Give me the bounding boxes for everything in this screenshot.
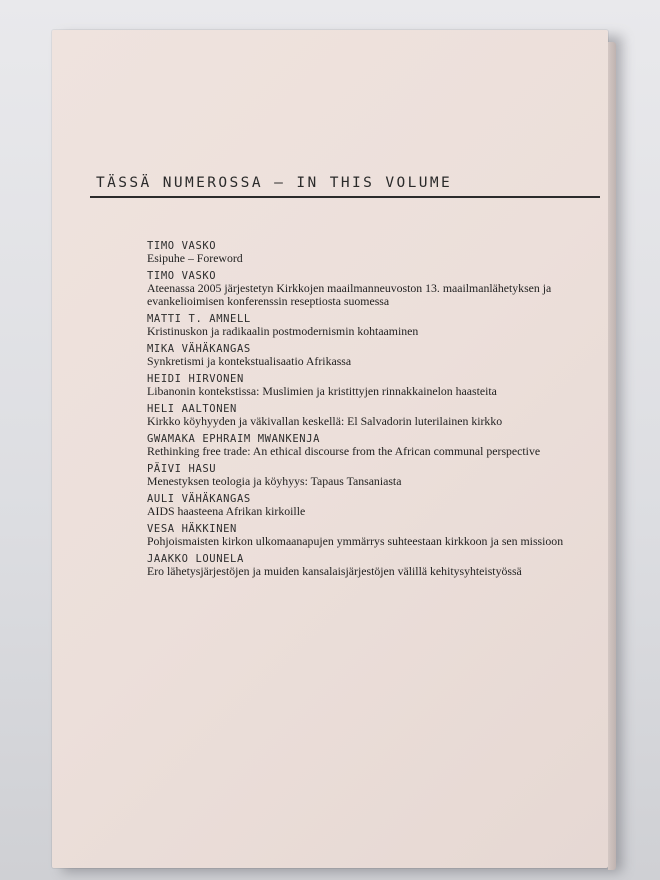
entry-title: Pohjoismaisten kirkon ulkomaanapujen ymmärrys suhteestaan kirkkoon ja sen missioon [147, 534, 564, 548]
entry-author: PÄIVI HASU [147, 463, 217, 475]
toc-entry [147, 523, 577, 548]
toc-entry [147, 403, 577, 428]
table-of-contents [147, 240, 577, 583]
entry-author: JAAKKO LOUNELA [147, 553, 244, 565]
entry-author: MATTI T. AMNELL [147, 313, 251, 325]
entry-title: Menestyksen teologia ja köyhyys: Tapaus Tansaniasta [147, 474, 402, 488]
entry-title: Kirkko köyhyyden ja väkivallan keskellä: El Salvadorin luterilainen kirkko [147, 414, 503, 428]
entry-title: Synkretismi ja kontekstualisaatio Afrikassa [147, 354, 352, 368]
entry-title: AIDS haasteena Afrikan kirkoille [147, 504, 306, 518]
entry-title: Libanonin kontekstissa: Muslimien ja kristittyjen rinnakkainelon haasteita [147, 384, 497, 398]
toc-entry [147, 433, 577, 458]
toc-entry [147, 343, 577, 368]
toc-entry [147, 553, 577, 578]
entry-author: TIMO VASKO [147, 240, 217, 252]
entry-title: Esipuhe – Foreword [147, 251, 243, 265]
toc-entry [147, 493, 577, 518]
toc-entry [147, 240, 577, 265]
toc-entry [147, 270, 577, 308]
entry-title: Kristinuskon ja radikaalin postmodernismin kohtaaminen [147, 324, 419, 338]
entry-author: HELI AALTONEN [147, 403, 237, 415]
entry-author: VESA HÄKKINEN [147, 523, 237, 535]
entry-author: TIMO VASKO [147, 270, 217, 282]
entry-author: AULI VÄHÄKANGAS [147, 493, 251, 505]
entry-title: Rethinking free trade: An ethical discourse from the African communal perspective [147, 444, 541, 458]
page-edge [608, 42, 616, 870]
toc-entry [147, 313, 577, 338]
entry-title: Ateenassa 2005 järjestetyn Kirkkojen maailmanneuvoston 13. maailmanlähetyksen ja evankelioimisen konferenssin reseptiosta suomessa [147, 281, 552, 308]
entry-title: Ero lähetysjärjestöjen ja muiden kansalaisjärjestöjen välillä kehitysyhteistyössä [147, 564, 522, 578]
entry-author: MIKA VÄHÄKANGAS [147, 343, 251, 355]
toc-entry [147, 463, 577, 488]
entry-author: GWAMAKA EPHRAIM MWANKENJA [147, 433, 321, 445]
contents-heading: TÄSSÄ NUMEROSSA – IN THIS VOLUME [96, 175, 453, 191]
toc-entry [147, 373, 577, 398]
heading-rule [90, 196, 600, 198]
entry-author: HEIDI HIRVONEN [147, 373, 244, 385]
